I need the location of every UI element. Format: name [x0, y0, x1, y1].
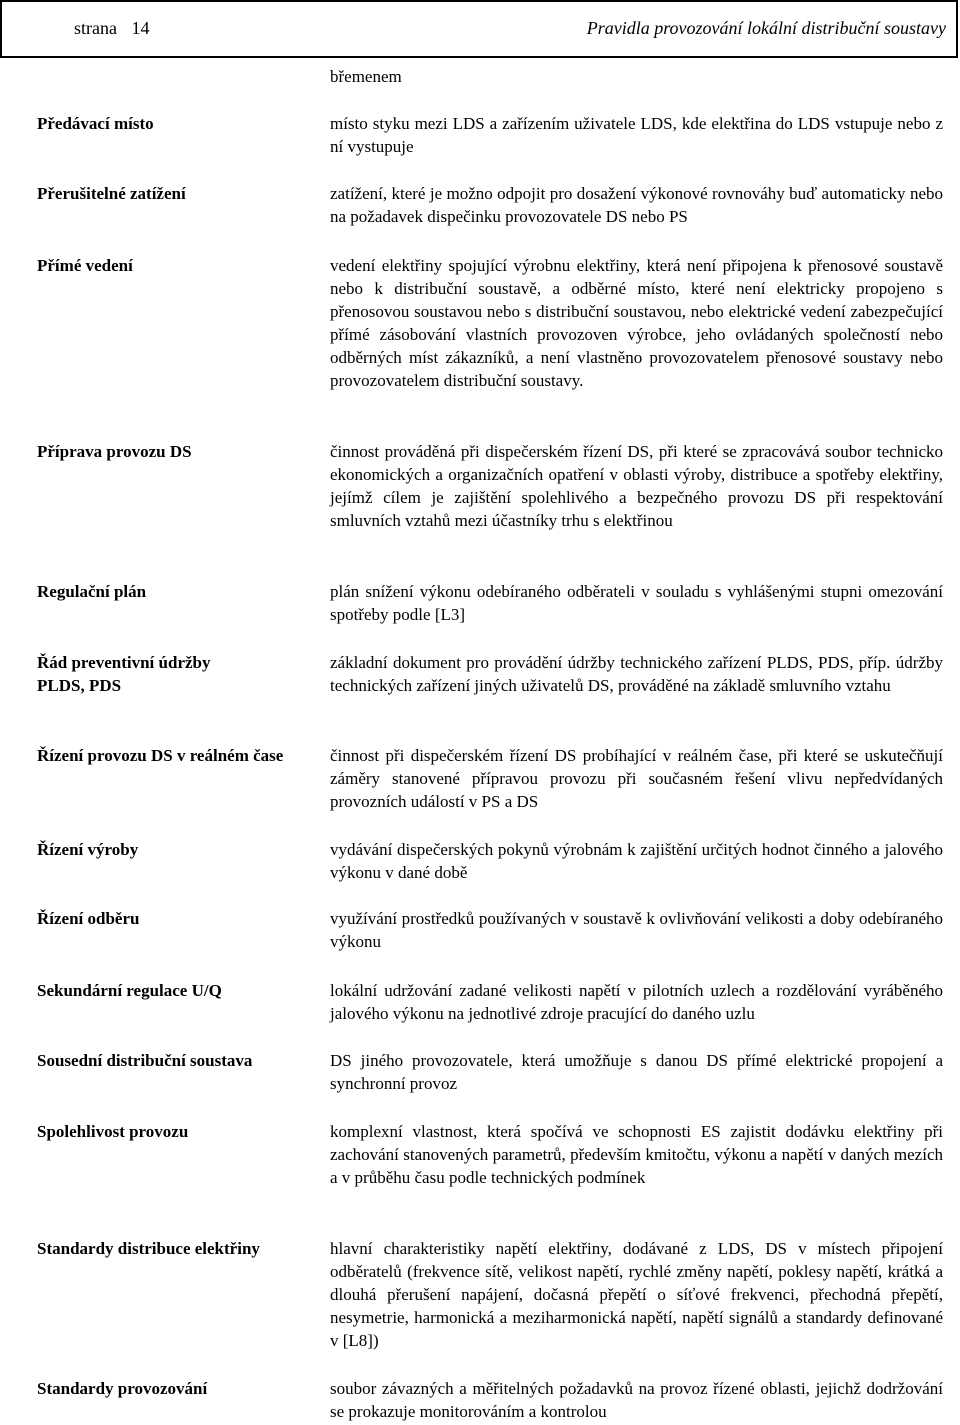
- glossary-term: Řízení odběru: [37, 909, 140, 928]
- glossary-term: Standardy distribuce elektřiny: [37, 1239, 260, 1258]
- glossary-definition: vedení elektřiny spojující výrobnu elektřiny, která není připojena k přenosové soustavě nebo k distribuční soustavě, a odběrné místo, které není elektricky propojeno s přenosovou soustavou nebo s distribuční soustavou, nebo elektrické vedení zabezpečující přímé zásobování vlastních provozoven výrobce, jeho ovládaných společností nebo odběrných míst zákazníků, a není vlastněno provozovatelem přenosové soustavy nebo provozovatelem distribuční soustavy.: [330, 256, 943, 390]
- glossary-term: Příprava provozu DS: [37, 442, 192, 461]
- glossary-term: Řízení provozu DS v reálném čase: [37, 746, 284, 765]
- glossary-definition: základní dokument pro provádění údržby technického zařízení PLDS, PDS, příp. údržby technických zařízení jiných uživatelů DS, prováděné na základě smluvního vztahu: [330, 653, 943, 695]
- glossary-term: Sekundární regulace U/Q: [37, 981, 222, 1000]
- continuation-text: břemenem: [330, 67, 402, 86]
- glossary-definition: plán snížení výkonu odebíraného odběrateli v souladu s vyhlášenými stupni omezování spotřeby podle [L3]: [330, 582, 943, 624]
- glossary-term: Spolehlivost provozu: [37, 1122, 189, 1141]
- glossary-term: Řízení výroby: [37, 840, 139, 859]
- glossary-term: Standardy provozování: [37, 1379, 208, 1398]
- glossary-term: Přímé vedení: [37, 256, 133, 275]
- glossary-term: Regulační plán: [37, 582, 147, 601]
- page-label: [74, 18, 149, 39]
- glossary-definition: činnost při dispečerském řízení DS probíhající v reálném čase, při které se uskutečňují záměry stanovené přípravou provozu při současném řešení vlivu nepředvídaných provozních událostí v PS a DS: [330, 746, 943, 811]
- glossary-definition: činnost prováděná při dispečerském řízení DS, při které se zpracovává soubor technicko ekonomických a organizačních opatření v oblasti výroby, distribuce a spotřeby elektřiny, jejímž cílem je zajištění spolehlivého a bezpečného provozu DS při respektování smluvních vztahů mezi účastníky trhu s elektřinou: [330, 442, 943, 530]
- glossary-term: Sousední distribuční soustava: [37, 1051, 253, 1070]
- glossary-definition: využívání prostředků používaných v soustavě k ovlivňování velikosti a doby odebíraného výkonu: [330, 909, 943, 951]
- glossary-definition: DS jiného provozovatele, která umožňuje s danou DS přímé elektrické propojení a synchronní provoz: [330, 1051, 943, 1093]
- glossary-definition: vydávání dispečerských pokynů výrobnám k zajištění určitých hodnot činného a jalového výkonu v dané době: [330, 840, 943, 882]
- glossary-definition: hlavní charakteristiky napětí elektřiny, dodávané z LDS, DS v místech připojení odběratelů (frekvence sítě, velikost napětí, rychlé změny napětí, poklesy napětí, krátká a dlouhá přerušení napájení, dočasná přepětí o síťové frekvenci, přechodná přepětí, nesymetrie, harmonická a meziharmonická napětí, napětí signálů a standardy definované v [L8]): [330, 1239, 943, 1350]
- glossary-definition: lokální udržování zadané velikosti napětí v pilotních uzlech a rozdělování vyráběného jalového výkonu na jednotlivé zdroje pracující do daného uzlu: [330, 981, 943, 1023]
- glossary-definition: soubor závazných a měřitelných požadavků na provoz řízené oblasti, jejichž dodržování se prokazuje monitorováním a kontrolou: [330, 1379, 943, 1421]
- page-header: [0, 0, 958, 58]
- glossary-definition: místo styku mezi LDS a zařízením uživatele LDS, kde elektřina do LDS vstupuje nebo z ní vystupuje: [330, 114, 943, 156]
- glossary-definition: komplexní vlastnost, která spočívá ve schopnosti ES zajistit dodávku elektřiny při zachování stanovených parametrů, především kmitočtu, výkonu a napětí v daných mezích a v průběhu času podle technických podmínek: [330, 1122, 943, 1187]
- glossary-definition: zatížení, které je možno odpojit pro dosažení výkonové rovnováhy buď automaticky nebo na požadavek dispečinku provozovatele DS nebo PS: [330, 184, 943, 226]
- document-title: Pravidla provozování lokální distribuční soustavy: [586, 18, 946, 38]
- glossary-term: Řád preventivní údržby PLDS, PDS: [37, 653, 211, 695]
- glossary-term: Předávací místo: [37, 114, 154, 133]
- page-number: 14: [131, 18, 150, 38]
- glossary-term: Přerušitelné zatížení: [37, 184, 186, 203]
- page-label-text: strana: [74, 18, 117, 38]
